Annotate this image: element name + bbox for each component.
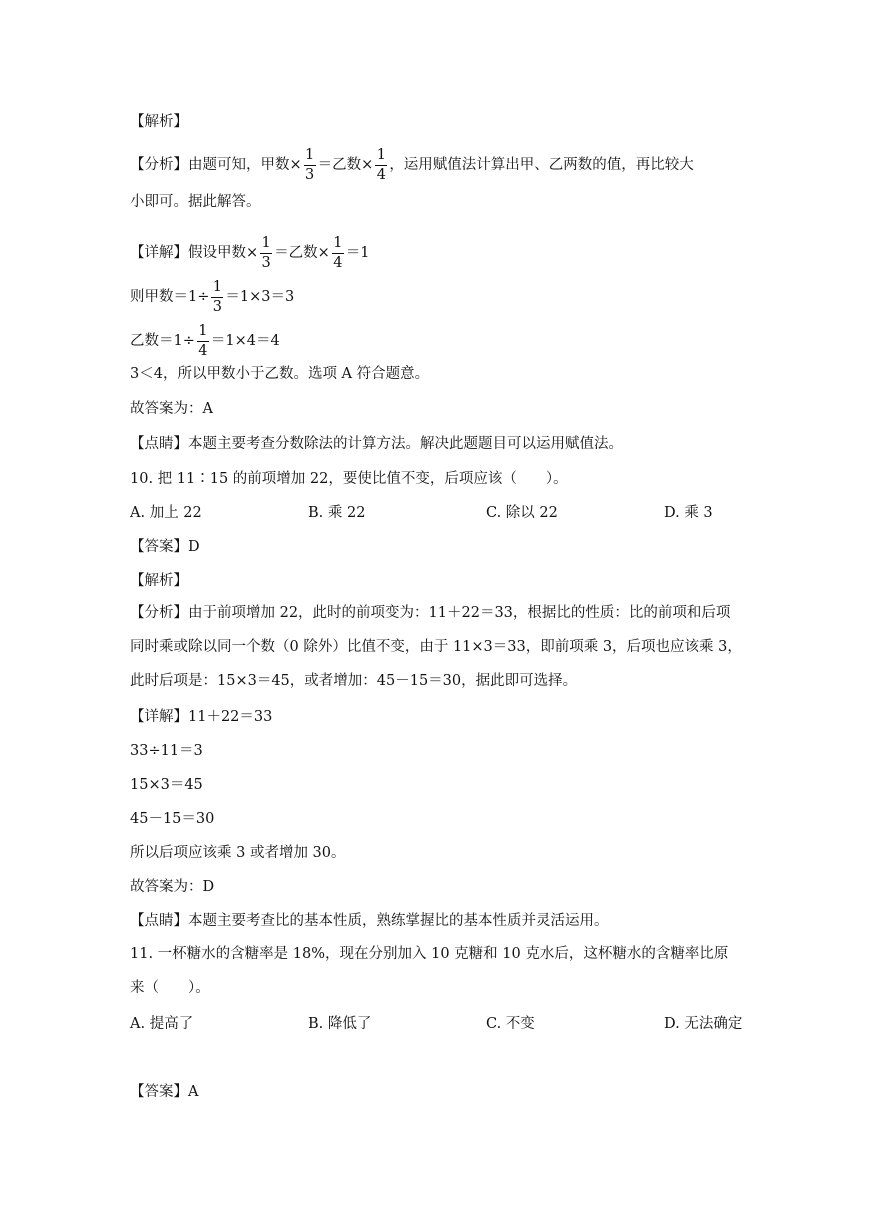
- option-b: B. 降低了: [308, 1016, 372, 1032]
- step-line: 15×3＝45: [130, 777, 203, 793]
- option-b: B. 乘 22: [308, 505, 366, 521]
- option-c: C. 不变: [486, 1016, 535, 1032]
- question-11: 11. 一杯糖水的含糖率是 18%，现在分别加入 10 克糖和 10 克水后，这杯糖水的含糖率比原来（ ）。: [130, 946, 729, 996]
- final-answer-line: 故答案为：D: [130, 879, 215, 895]
- analysis-heading: 【解析】: [130, 114, 188, 130]
- step-line: 45－15＝30: [130, 811, 215, 827]
- option-d: D. 无法确定: [664, 1016, 743, 1032]
- analysis-line-1: 【分析】由题可知，甲数× $\frac{1}{3}$ ＝乙数× $\frac{1}{4}$ ，运用赋值法计算出甲、乙两数的值，再比较大: [130, 147, 694, 183]
- conclusion-line: 所以后项应该乘 3 或者增加 30。: [130, 845, 346, 861]
- answer-line: 故答案为：A: [130, 401, 213, 417]
- fraction: $\frac{1}{3}$: [212, 279, 222, 315]
- fraction: $\frac{1}{4}$: [198, 323, 208, 359]
- fraction: $\frac{1}{4}$: [333, 235, 343, 271]
- option-c: C. 除以 22: [486, 505, 558, 521]
- fraction: $\frac{1}{4}$: [376, 147, 386, 183]
- compare-line: 3＜4，所以甲数小于乙数。选项 A 符合题意。: [130, 366, 430, 382]
- answer-label: 【答案】D: [130, 539, 200, 555]
- calc-line-1: 则甲数＝1÷ $\frac{1}{3}$ ＝1×3＝3: [130, 279, 295, 315]
- answer-label-11: 【答案】A: [130, 1084, 199, 1100]
- detail-line: 【详解】假设甲数× $\frac{1}{3}$ ＝乙数× $\frac{1}{4}$ ＝1: [130, 235, 370, 271]
- comment-line: 【点睛】本题主要考查分数除法的计算方法。解决此题题目可以运用赋值法。: [130, 436, 623, 452]
- detail-line-10: 【详解】11＋22＝33: [130, 709, 273, 725]
- step-line: 33÷11＝3: [130, 743, 203, 759]
- analysis-heading-10: 【解析】: [130, 573, 188, 589]
- analysis-paragraph-10: 【分析】由于前项增加 22，此时的前项变为：11＋22＝33，根据比的性质：比的前项和后项同时乘或除以同一个数（0 除外）比值不变，由于 11×3＝33，即前项乘 3，后项也应该乘 3，此时后项是：15×3＝45，或者增加：45－15＝30，据此即可选择。: [130, 605, 742, 689]
- option-d: D. 乘 3: [664, 505, 713, 521]
- analysis-line-2: 小即可。据此解答。: [130, 194, 261, 210]
- option-a: A. 加上 22: [130, 505, 202, 521]
- question-10: 10. 把 11∶15 的前项增加 22，要使比值不变，后项应该（ ）。: [130, 471, 568, 487]
- fraction: $\frac{1}{3}$: [305, 147, 315, 183]
- fraction: $\frac{1}{3}$: [261, 235, 271, 271]
- calc-line-2: 乙数＝1÷ $\frac{1}{4}$ ＝1×4＝4: [130, 323, 280, 359]
- comment-line-10: 【点睛】本题主要考查比的基本性质，熟练掌握比的基本性质并灵活运用。: [130, 913, 609, 929]
- option-a: A. 提高了: [130, 1016, 194, 1032]
